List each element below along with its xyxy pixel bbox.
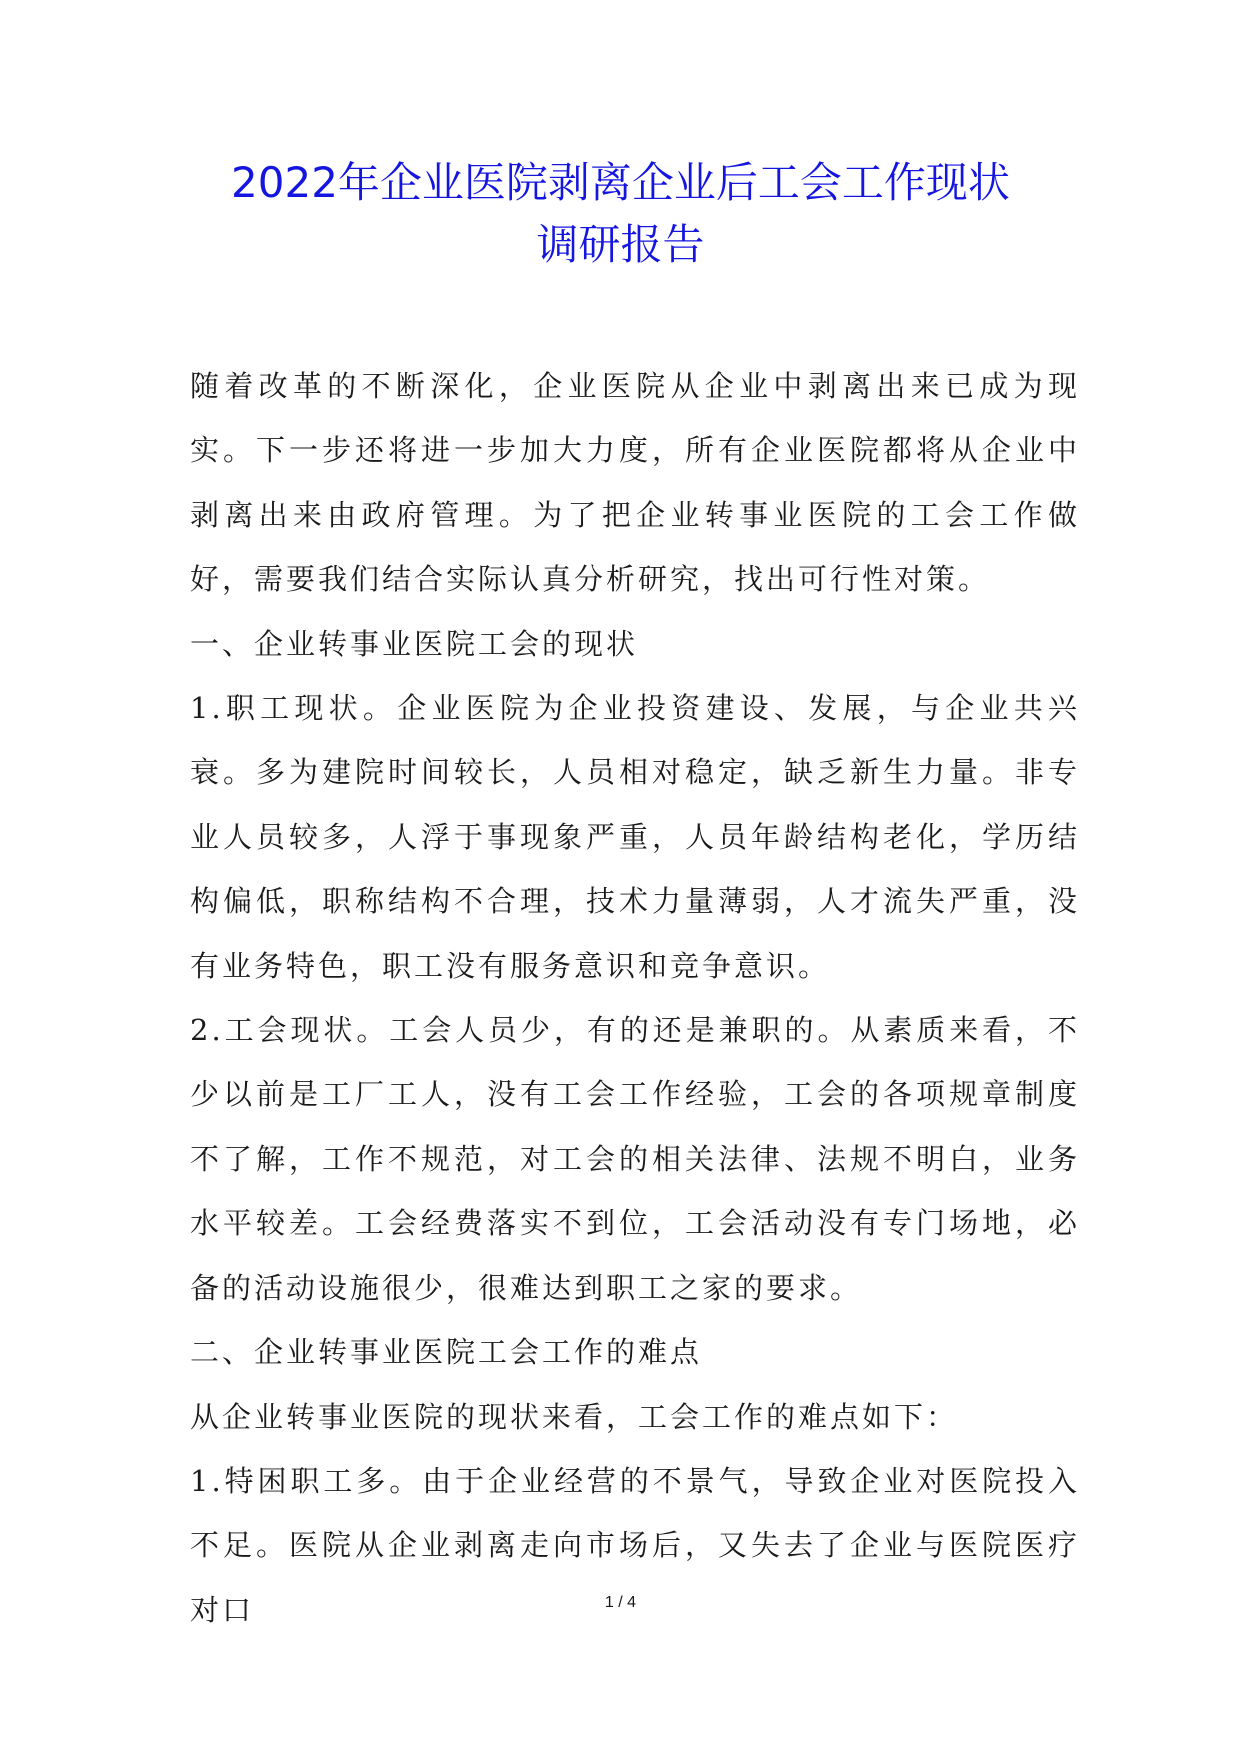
- document-title: [150, 152, 1091, 276]
- section-heading-2: 二、企业转事业医院工会工作的难点: [190, 1335, 703, 1370]
- paragraph-intro: 随着改革的不断深化，企业医院从企业中剥离出来已成为现实。下一步还将进一步加大力度，所有企业医院都将从企业中剥离出来由政府管理。为了把企业转事业医院的工会工作做好，需要我们结合实际认真分析研究，找出可行性对策。: [190, 369, 1080, 597]
- title-line-1: 2022年企业医院剥离企业后工会工作现状: [231, 158, 1010, 207]
- title-line-2: 调研报告: [536, 220, 705, 269]
- document-body: [190, 354, 1080, 1642]
- paragraph-union-status: 2.工会现状。工会人员少，有的还是兼职的。从素质来看，不少以前是工厂工人，没有工会工作经验，工会的各项规章制度不了解，工作不规范，对工会的相关法律、法规不明白，业务水平较差。工会经费落实不到位，工会活动没有专门场地，必备的活动设施很少，很难达到职工之家的要求。: [190, 1013, 1080, 1305]
- paragraph-difficulties-intro: 从企业转事业医院的现状来看，工会工作的难点如下：: [190, 1399, 959, 1434]
- page-number: 1 / 4: [604, 1594, 637, 1611]
- paragraph-staff-status: 1.职工现状。企业医院为企业投资建设、发展，与企业共兴衰。多为建院时间较长，人员相对稳定，缺乏新生力量。非专业人员较多，人浮于事现象严重，人员年龄结构老化，学历结构偏低，职称结构不合理，技术力量薄弱，人才流失严重，没有业务特色，职工没有服务意识和竞争意识。: [190, 691, 1080, 983]
- section-heading-1: 一、企业转事业医院工会的现状: [190, 626, 639, 661]
- paragraph-difficulty-1: 1.特困职工多。由于企业经营的不景气，导致企业对医院投入不足。医院从企业剥离走向市场后，又失去了企业与医院医疗对口: [190, 1463, 1080, 1627]
